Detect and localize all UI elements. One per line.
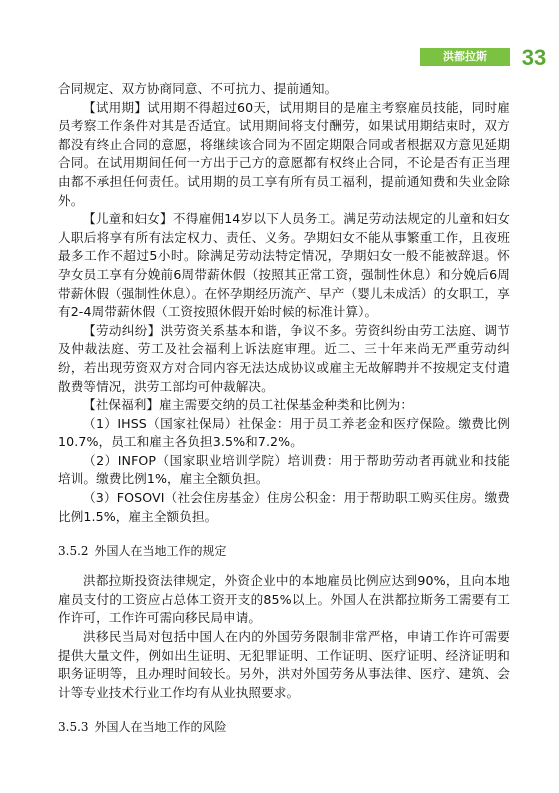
section-title: 外国人在当地工作的规定 (94, 544, 227, 559)
paragraph-fosovi: （3）FOSOVI（社会住房基金）住房公积金：用于帮助职工购买住房。缴费比例1.5%，雇主全额负担。 (58, 490, 510, 524)
paragraph-probation: 【试用期】试用期不得超过60天，试用期目的是雇主考察雇员技能，同时雇员考察工作条件对其是否适宜。试用期间将支付酬劳，如果试用期结束时，双方都没有终止合同的意愿，将继续该合同为不固定期限合同或者根据双方意见延期合同。在试用期间任何一方出于己方的意愿都有权终止合同，不论是否有正当理由都不承担任何责任。试用期的员工享有所有员工福利，提前通知费和失业金除外。 (58, 99, 510, 208)
page-number: 33 (521, 45, 547, 70)
section-heading-3-5-2 (58, 542, 510, 560)
page-content (58, 80, 510, 748)
header-country-label: 洪都拉斯 (420, 48, 510, 66)
section-number: 3.5.3 (58, 720, 89, 735)
paragraph: 合同规定、双方协商同意、不可抗力、提前通知。 (58, 81, 338, 96)
paragraph-investment-law: 洪都拉斯投资法律规定，外资企业中的本地雇员比例应达到90%，且向本地雇员支付的工资应占总体工资开支的85%以上。外国人在洪都拉斯务工需要有工作许可，工作许可需向移民局申请。 (58, 573, 510, 626)
paragraph-ihss: （1）IHSS（国家社保局）社保金：用于员工养老金和医疗保险。缴费比例10.7%，员工和雇主各负担3.5%和7.2%。 (58, 415, 510, 450)
paragraph-children-women: 【儿童和妇女】不得雇佣14岁以下人员务工。满足劳动法规定的儿童和妇女人职后将享有所有法定权力、责任、义务。孕期妇女不能从事繁重工作，且夜班最多工作不超过5小时。除满足劳动法特定情况，孕期妇女一般不能被辞退。怀孕女员工享有分娩前6周带薪休假（按照其正常工资，强制性休息）和分娩后6周带薪休假（强制性休息）。在怀孕期经历流产、早产（婴儿未成活）的女职工，享有2-4周带薪休假（工资按照休假开始时候的标准计算）。 (58, 211, 510, 320)
paragraph-infop: （2）INFOP（国家职业培训学院）培训费：用于帮助劳动者再就业和技能培训。缴费比例1%，雇主全额负担。 (58, 452, 510, 487)
section-number: 3.5.2 (58, 544, 89, 559)
paragraph-work-permit: 洪移民当局对包括中国人在内的外国劳务限制非常严格，申请工作许可需要提供大量文件，例如出生证明、无犯罪证明、工作证明、医疗证明、经济证明和职务证明等，且办理时间较长。另外，洪对外国劳务从事法律、医疗、建筑、会计等专业技术行业工作均有从业执照要求。 (58, 629, 510, 700)
paragraph-social-security: 【社保福利】雇主需要交纳的员工社保基金种类和比例为： (83, 397, 414, 413)
running-header (420, 44, 559, 74)
section-heading-3-5-3 (58, 718, 510, 736)
paragraph-labor-disputes: 【劳动纠纷】洪劳资关系基本和谐，争议不多。劳资纠纷由劳工法庭、调节及仲裁法庭、劳工及社会福利上诉法庭审理。近二、三十年来尚无严重劳动纠纷，若出现劳资双方对合同内容无法达成协议或雇主无故解聘并不按规定支付遣散费等情况，洪劳工部均可仲裁解决。 (58, 322, 510, 394)
section-title: 外国人在当地工作的风险 (94, 720, 227, 735)
